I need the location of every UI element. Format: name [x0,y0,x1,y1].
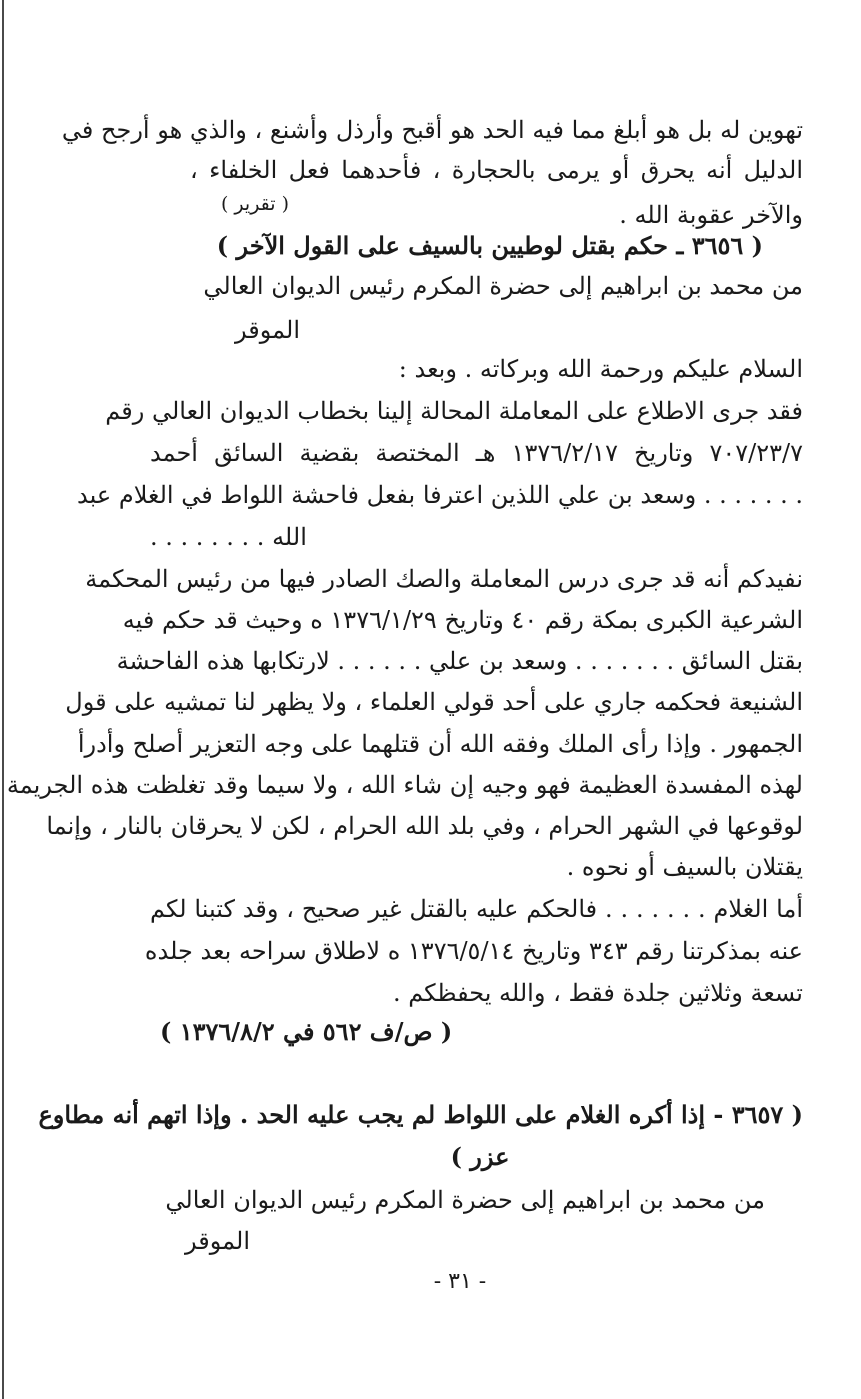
p2-line-4: الشنيعة فحكمه جاري على أحد قولي العلماء ، ولا يظهر لنا تمشيه على قول [65,688,803,716]
section-3657-honorific: الموقر [185,1227,250,1255]
intro-line-3: والآخر عقوبة الله . [619,201,803,229]
section-3656-honorific: الموقر [235,316,300,344]
p3-line-2: عنه بمذكرتنا رقم ٣٤٣ وتاريخ ١٣٧٦/٥/١٤ ه لاطلاق سراحه بعد جلده [144,937,803,965]
section-3656-from: من محمد بن ابراهيم إلى حضرة المكرم رئيس الديوان العالي [203,272,803,300]
section-3657-from: من محمد بن ابراهيم إلى حضرة المكرم رئيس الديوان العالي [165,1186,765,1214]
p1-line-2: ٧٠٧/٢٣/٧ وتاريخ ١٣٧٦/٢/١٧ هـ المختصة بقضية السائق أحمد [150,439,803,467]
p2-line-7: لوقوعها في الشهر الحرام ، وفي بلد الله الحرام ، لكن لا يحرقان بالنار ، وإنما [46,812,803,840]
p2-line-3: بقتل السائق . . . . . . . وسعد بن علي . . . . . . لارتكابها هذه الفاحشة [116,647,803,675]
intro-line-1: تهوين له بل هو أبلغ مما فيه الحد هو أقبح وأرذل وأشنع ، والذي هو أرجح في [61,116,803,144]
section-3657-heading-line-2: عزر ) [450,1142,510,1171]
p2-line-8: يقتلان بالسيف أو نحوه . [566,853,803,881]
p2-line-1: نفيدكم أنه قد جرى درس المعاملة والصك الصادر فيها من رئيس المحكمة [85,565,803,593]
p2-line-2: الشرعية الكبرى بمكة رقم ٤٠ وتاريخ ١٣٧٦/١/٢٩ ه وحيث قد حكم فيه [122,606,803,634]
p2-line-6: لهذه المفسدة العظيمة فهو وجيه إن شاء الله ، ولا سيما وقد تغلظت هذه الجريمة [6,771,803,799]
p1-line-1: فقد جرى الاطلاع على المعاملة المحالة إلينا بخطاب الديوان العالي رقم [105,397,803,425]
page-binding-edge [2,0,4,1399]
page-number: - ٣١ - [433,1269,487,1294]
section-3656-reference: ( ص/ف ٥٦٢ في ١٣٧٦/٨/٢ ) [160,1017,453,1046]
section-3656-heading: ( ٣٦٥٦ ـ حكم بقتل لوطيين بالسيف على القول الآخر ) [216,231,763,260]
p3-line-1: أما الغلام . . . . . . . فالحكم عليه بالقتل غير صحيح ، وقد كتبنا لكم [150,895,803,923]
p2-line-5: الجمهور . وإذا رأى الملك وفقه الله أن قتلهما على وجه التعزير أصلح وأدرأ [77,730,803,758]
intro-note: ( تقرير ) [220,193,290,215]
p1-line-4: الله . . . . . . . . [150,523,307,551]
section-3657-heading-line-1: ( ٣٦٥٧ - إذا أكره الغلام على اللواط لم يجب عليه الحد . وإذا اتهم أنه مطاوع [38,1100,803,1129]
p3-line-3: تسعة وثلاثين جلدة فقط ، والله يحفظكم . [392,979,803,1007]
p1-line-3: . . . . . . . وسعد بن علي اللذين اعترفا بفعل فاحشة اللواط في الغلام عبد [77,481,803,509]
intro-line-2: الدليل أنه يحرق أو يرمى بالحجارة ، فأحدهما فعل الخلفاء ، [190,156,803,184]
section-3656-greeting: السلام عليكم ورحمة الله وبركاته . وبعد : [398,355,803,383]
